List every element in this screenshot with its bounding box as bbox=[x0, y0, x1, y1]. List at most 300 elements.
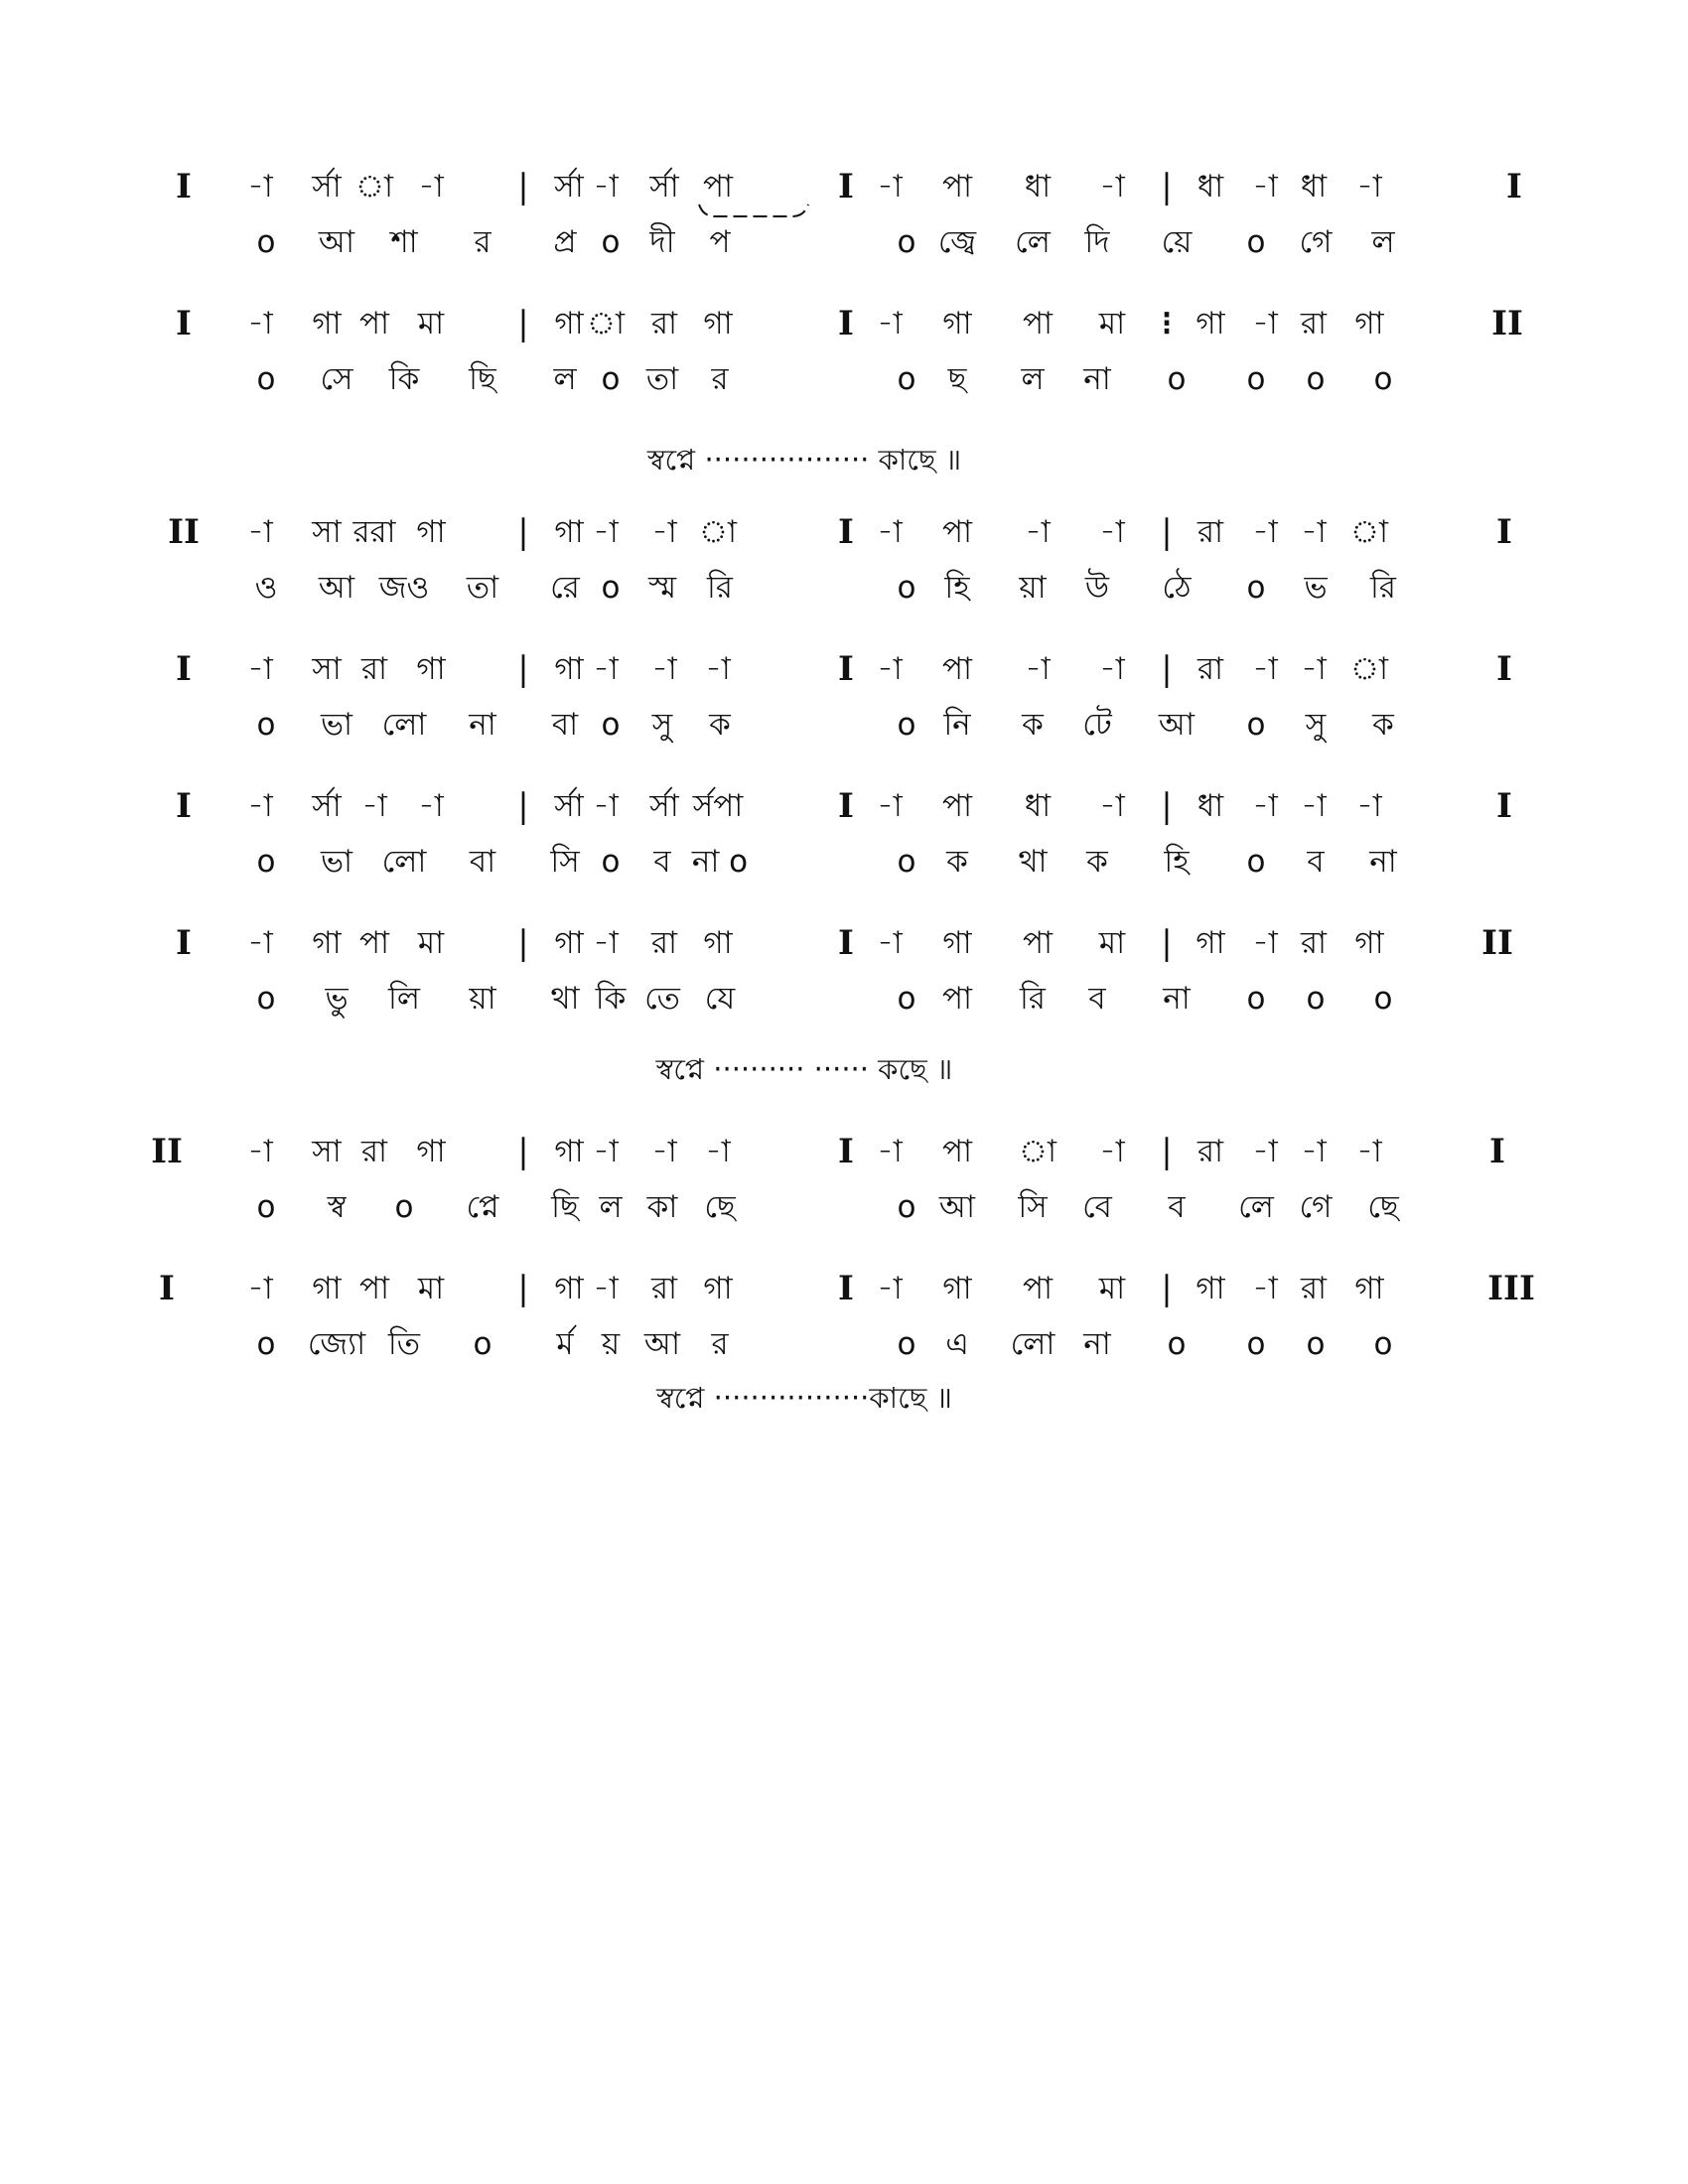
swara-note: র্সা bbox=[554, 788, 584, 824]
bar-divider: ⁝ bbox=[1161, 304, 1173, 343]
swara-note: মা bbox=[417, 1271, 445, 1306]
lyric-syllable: র bbox=[474, 224, 492, 260]
lyric-syllable: ঠে bbox=[1162, 570, 1192, 606]
swara-note: রা bbox=[650, 306, 678, 341]
bar-divider: I bbox=[838, 1132, 854, 1171]
lyric-syllable: লে bbox=[1015, 224, 1051, 260]
start-bar-mark: I bbox=[176, 304, 192, 343]
lyric-syllable: রি bbox=[1370, 570, 1396, 606]
swara-note: র্সা bbox=[649, 788, 679, 824]
lyric-syllable: লো bbox=[381, 844, 427, 880]
lyric-syllable: না bbox=[1163, 981, 1191, 1017]
swara-note: পা bbox=[358, 306, 390, 341]
swara-note: -া bbox=[1099, 514, 1125, 550]
swara-note: গা bbox=[1354, 306, 1384, 341]
lyric-syllable: o bbox=[897, 361, 916, 397]
lyric-row bbox=[0, 351, 1688, 407]
swara-note: গা bbox=[554, 1271, 584, 1306]
lyric-syllable: তি bbox=[387, 1326, 421, 1362]
lyric-syllable: র্ম bbox=[556, 1326, 574, 1362]
lyric-syllable: জ্বে bbox=[937, 224, 977, 260]
lyric-syllable: গে bbox=[1299, 1189, 1333, 1225]
swara-note: -া bbox=[1252, 1271, 1278, 1306]
notation-line-group bbox=[0, 504, 1688, 614]
lyric-syllable: ল bbox=[599, 1189, 623, 1225]
swara-row bbox=[0, 159, 1688, 214]
lyric-syllable: প্নে bbox=[466, 1189, 499, 1225]
lyric-syllable: য় bbox=[601, 1326, 621, 1362]
bar-divider: | bbox=[517, 786, 529, 826]
lyric-syllable: য়া bbox=[1019, 570, 1047, 606]
lyric-syllable: সি bbox=[550, 844, 580, 880]
swara-note: -া bbox=[247, 788, 273, 824]
swara-note: পা bbox=[941, 1134, 973, 1169]
swara-note: রা bbox=[1196, 1134, 1224, 1169]
lyric-syllable: যে bbox=[704, 981, 736, 1017]
lyric-syllable: না bbox=[469, 707, 496, 743]
lyric-syllable: শা bbox=[390, 224, 418, 260]
bar-divider: I bbox=[838, 1269, 854, 1308]
swara-note: -া bbox=[877, 788, 903, 824]
swara-note: রা bbox=[1196, 514, 1224, 550]
bar-divider: | bbox=[517, 512, 529, 552]
swara-note: -া bbox=[1301, 651, 1327, 687]
swara-note: গা bbox=[416, 514, 446, 550]
bar-divider: I bbox=[838, 512, 854, 552]
lyric-syllable: টে bbox=[1082, 707, 1112, 743]
lyric-syllable: ভা bbox=[320, 707, 353, 743]
lyric-syllable: ব bbox=[1307, 844, 1325, 880]
swara-note: -া bbox=[1025, 651, 1051, 687]
swara-note: -া bbox=[593, 651, 619, 687]
lyric-syllable: ছ bbox=[947, 361, 967, 397]
slur-mark bbox=[695, 203, 814, 226]
swara-note: -া bbox=[705, 1134, 731, 1169]
lyric-syllable: জও bbox=[378, 570, 430, 606]
lyric-syllable: ল bbox=[1021, 361, 1045, 397]
lyric-syllable: o bbox=[1306, 981, 1326, 1017]
swara-note: রা bbox=[650, 925, 678, 961]
lyric-syllable: o bbox=[1246, 981, 1266, 1017]
notation-line-group bbox=[0, 159, 1688, 268]
swara-note: গা bbox=[416, 651, 446, 687]
swara-note: র্সা bbox=[312, 169, 342, 205]
lyric-syllable: o bbox=[1373, 981, 1393, 1017]
lyric-syllable: র bbox=[711, 361, 729, 397]
swara-note: -া bbox=[1099, 651, 1125, 687]
lyric-syllable: ক bbox=[1372, 707, 1394, 743]
start-bar-mark: I bbox=[176, 649, 192, 689]
end-bar-mark: I bbox=[1489, 1132, 1505, 1171]
lyric-syllable: ছি bbox=[469, 361, 496, 397]
lyric-syllable: হি bbox=[944, 570, 970, 606]
lyric-syllable: তে bbox=[644, 981, 680, 1017]
swara-note: পা bbox=[941, 514, 973, 550]
bar-divider: | bbox=[1161, 786, 1173, 826]
swara-note: -া bbox=[593, 169, 619, 205]
lyric-syllable: ক bbox=[709, 707, 731, 743]
lyric-syllable: য়া bbox=[469, 981, 496, 1017]
lyric-syllable: ভা bbox=[320, 844, 353, 880]
swara-row bbox=[0, 778, 1688, 834]
swara-note: গা bbox=[312, 925, 342, 961]
swara-note: -া bbox=[1301, 514, 1327, 550]
lyric-syllable: ছি bbox=[551, 1189, 579, 1225]
lyric-syllable: o bbox=[601, 224, 621, 260]
swara-note: পা bbox=[358, 925, 390, 961]
bar-divider: I bbox=[838, 786, 854, 826]
notation-line-group bbox=[0, 641, 1688, 751]
swara-note: গা bbox=[942, 925, 972, 961]
lyric-row bbox=[0, 834, 1688, 889]
swara-note: গা bbox=[554, 925, 584, 961]
swara-note: -া bbox=[593, 1134, 619, 1169]
swara-note: গা bbox=[312, 1271, 342, 1306]
lyric-syllable: o bbox=[1167, 361, 1187, 397]
lyric-syllable: ব bbox=[653, 844, 671, 880]
lyric-syllable: ভু bbox=[325, 981, 349, 1017]
end-bar-mark: III bbox=[1487, 1269, 1535, 1308]
swara-note: সা bbox=[312, 1134, 342, 1169]
swara-note: া bbox=[698, 514, 738, 550]
lyric-syllable: আ bbox=[938, 1189, 976, 1225]
lyric-syllable: সে bbox=[320, 361, 353, 397]
swara-note: পা bbox=[358, 1271, 390, 1306]
swara-note: পা bbox=[702, 169, 734, 205]
lyric-syllable: ছে bbox=[704, 1189, 736, 1225]
swara-note: র্সপা bbox=[692, 788, 744, 824]
lyric-syllable: থা bbox=[1018, 844, 1048, 880]
end-bar-mark: I bbox=[1506, 167, 1522, 206]
lyric-syllable: o bbox=[256, 1326, 276, 1362]
swara-note: -া bbox=[651, 1134, 677, 1169]
swara-note: -া bbox=[651, 514, 677, 550]
swara-note: -া bbox=[593, 925, 619, 961]
lyric-row bbox=[0, 214, 1688, 270]
end-bar-mark: I bbox=[1496, 649, 1512, 689]
lyric-syllable: রি bbox=[707, 570, 733, 606]
lyric-row bbox=[0, 560, 1688, 615]
lyric-syllable: o bbox=[601, 707, 621, 743]
lyric-syllable: o bbox=[897, 570, 916, 606]
lyric-syllable: রি bbox=[1020, 981, 1046, 1017]
swara-note: রা bbox=[650, 1271, 678, 1306]
lyric-syllable: o bbox=[1306, 1326, 1326, 1362]
swara-note: মা bbox=[417, 306, 445, 341]
swara-note: -া bbox=[1356, 788, 1382, 824]
swara-note: র্সা bbox=[554, 169, 584, 205]
lyric-syllable: জ্যো bbox=[307, 1326, 366, 1362]
swara-note: র্সা bbox=[312, 788, 342, 824]
lyric-row bbox=[0, 1179, 1688, 1235]
swara-note: ধা bbox=[1024, 169, 1052, 205]
swara-note: রা bbox=[1300, 306, 1328, 341]
swara-note: ধা bbox=[1024, 788, 1052, 824]
swara-note: পা bbox=[941, 169, 973, 205]
swara-note: গা bbox=[554, 514, 584, 550]
swara-note: া bbox=[586, 306, 626, 341]
lyric-syllable: o bbox=[1246, 1326, 1266, 1362]
lyric-syllable: আ bbox=[318, 570, 355, 606]
lyric-syllable: কি bbox=[388, 361, 420, 397]
swara-note: -া bbox=[1301, 1134, 1327, 1169]
lyric-syllable: ল bbox=[553, 361, 577, 397]
lyric-syllable: o bbox=[256, 707, 276, 743]
lyric-syllable: o bbox=[601, 844, 621, 880]
swara-note: গা bbox=[1354, 925, 1384, 961]
swara-note: া bbox=[1018, 1134, 1057, 1169]
lyric-syllable: আ bbox=[643, 1326, 681, 1362]
bar-divider: | bbox=[517, 304, 529, 343]
lyric-syllable: o bbox=[256, 844, 276, 880]
swara-note: মা bbox=[1098, 1271, 1126, 1306]
swara-note: -া bbox=[593, 514, 619, 550]
swara-note: -া bbox=[361, 788, 387, 824]
swara-note: -া bbox=[247, 514, 273, 550]
swara-note: -া bbox=[705, 651, 731, 687]
lyric-syllable: o bbox=[897, 981, 916, 1017]
swara-note: -া bbox=[593, 1271, 619, 1306]
lyric-syllable: ক bbox=[1086, 844, 1108, 880]
swara-note: গা bbox=[1196, 925, 1225, 961]
swara-note: গা bbox=[1354, 1271, 1384, 1306]
bar-divider: I bbox=[838, 304, 854, 343]
swara-note: -া bbox=[1356, 1134, 1382, 1169]
refrain-line: স্বপ্নে ·················কাছে ॥ bbox=[656, 1381, 952, 1415]
lyric-syllable: o bbox=[1167, 1326, 1187, 1362]
lyric-syllable: o bbox=[897, 1189, 916, 1225]
lyric-syllable: বা bbox=[551, 707, 579, 743]
swara-row bbox=[0, 1124, 1688, 1179]
swara-note: রা bbox=[1196, 651, 1224, 687]
swara-note: -া bbox=[1252, 788, 1278, 824]
swara-note: ধা bbox=[1300, 169, 1328, 205]
lyric-syllable: সু bbox=[651, 707, 673, 743]
bar-divider: | bbox=[1161, 1269, 1173, 1308]
lyric-syllable: পা bbox=[941, 981, 973, 1017]
notation-line-group bbox=[0, 778, 1688, 887]
bar-divider: I bbox=[838, 923, 854, 963]
lyric-syllable: o bbox=[897, 1326, 916, 1362]
lyric-syllable: o bbox=[256, 981, 276, 1017]
lyric-row bbox=[0, 1316, 1688, 1372]
lyric-syllable: হি bbox=[1164, 844, 1190, 880]
lyric-syllable: না o bbox=[691, 844, 749, 880]
lyric-syllable: o bbox=[1373, 361, 1393, 397]
lyric-syllable: প্র bbox=[553, 224, 577, 260]
lyric-syllable: দী bbox=[649, 224, 675, 260]
swara-note: -া bbox=[1252, 306, 1278, 341]
lyric-syllable: o bbox=[256, 224, 276, 260]
lyric-syllable: o bbox=[1246, 361, 1266, 397]
lyric-syllable: থা bbox=[550, 981, 580, 1017]
lyric-syllable: ক bbox=[1022, 707, 1044, 743]
refrain-line: স্বপ্নে ·········· ······ কছে ॥ bbox=[655, 1052, 953, 1086]
lyric-syllable: o bbox=[1246, 844, 1266, 880]
swara-note: -া bbox=[1252, 514, 1278, 550]
swara-note: পা bbox=[1022, 1271, 1054, 1306]
bar-divider: | bbox=[1161, 512, 1173, 552]
swara-note: গা bbox=[1196, 306, 1225, 341]
swara-note: া bbox=[354, 169, 394, 205]
lyric-row bbox=[0, 697, 1688, 752]
swara-note: -া bbox=[1301, 788, 1327, 824]
swara-note: গা bbox=[1196, 1271, 1225, 1306]
lyric-syllable: ভ bbox=[1304, 570, 1328, 606]
start-bar-mark: I bbox=[159, 1269, 175, 1308]
swara-note: গা bbox=[554, 306, 584, 341]
swara-note: ধা bbox=[1196, 788, 1224, 824]
lyric-syllable: o bbox=[473, 1326, 492, 1362]
lyric-syllable: লি bbox=[388, 981, 420, 1017]
swara-note: গা bbox=[554, 1134, 584, 1169]
swara-note: গা bbox=[703, 306, 733, 341]
lyric-syllable: o bbox=[1246, 224, 1266, 260]
bar-divider: | bbox=[517, 1269, 529, 1308]
swara-note: -া bbox=[877, 169, 903, 205]
lyric-syllable: o bbox=[1306, 361, 1326, 397]
swara-note: সা bbox=[312, 514, 342, 550]
lyric-syllable: o bbox=[256, 361, 276, 397]
end-bar-mark: I bbox=[1496, 512, 1512, 552]
bar-divider: | bbox=[517, 1132, 529, 1171]
swara-note: া bbox=[1349, 514, 1389, 550]
lyric-syllable: উ bbox=[1084, 570, 1110, 606]
swara-note: র্সা bbox=[649, 169, 679, 205]
start-bar-mark: II bbox=[168, 512, 200, 552]
swara-note: া bbox=[1349, 651, 1389, 687]
swara-note: -া bbox=[877, 1271, 903, 1306]
lyric-syllable: না bbox=[1083, 1326, 1111, 1362]
lyric-syllable: ও bbox=[254, 570, 278, 606]
swara-note: গা bbox=[703, 1271, 733, 1306]
lyric-syllable: ল bbox=[1371, 224, 1395, 260]
swara-note: -া bbox=[1099, 788, 1125, 824]
bar-divider: | bbox=[1161, 1132, 1173, 1171]
notation-line-group bbox=[0, 296, 1688, 405]
lyric-syllable: তা bbox=[466, 570, 499, 606]
lyric-syllable: o bbox=[256, 1189, 276, 1225]
swara-note: -া bbox=[1252, 169, 1278, 205]
swara-note: রা bbox=[360, 651, 388, 687]
swara-note: -া bbox=[877, 306, 903, 341]
swara-note: মা bbox=[1098, 306, 1126, 341]
swara-note: রা bbox=[360, 1134, 388, 1169]
end-bar-mark: II bbox=[1491, 304, 1523, 343]
bar-divider: | bbox=[517, 923, 529, 963]
end-bar-mark: I bbox=[1496, 786, 1512, 826]
swara-note: -া bbox=[1252, 651, 1278, 687]
swara-note: -া bbox=[1025, 514, 1051, 550]
bar-divider: I bbox=[838, 167, 854, 206]
swara-row bbox=[0, 915, 1688, 971]
swara-note: -া bbox=[1099, 169, 1125, 205]
lyric-syllable: o bbox=[897, 844, 916, 880]
swara-note: -া bbox=[877, 1134, 903, 1169]
swara-note: -া bbox=[877, 651, 903, 687]
lyric-syllable: কা bbox=[646, 1189, 678, 1225]
lyric-syllable: না bbox=[1083, 361, 1111, 397]
swara-note: গা bbox=[942, 306, 972, 341]
swara-note: মা bbox=[1098, 925, 1126, 961]
lyric-syllable: সি bbox=[1018, 1189, 1048, 1225]
swara-note: গা bbox=[312, 306, 342, 341]
swara-note: রা bbox=[1300, 1271, 1328, 1306]
swara-row bbox=[0, 296, 1688, 351]
swara-note: -া bbox=[247, 169, 273, 205]
lyric-syllable: o bbox=[897, 224, 916, 260]
lyric-syllable: ছে bbox=[1367, 1189, 1399, 1225]
swara-note: -া bbox=[877, 514, 903, 550]
swara-note: পা bbox=[1022, 925, 1054, 961]
lyric-syllable: কি bbox=[595, 981, 627, 1017]
lyric-syllable: বা bbox=[469, 844, 496, 880]
swara-note: ররা bbox=[352, 514, 396, 550]
swara-note: -া bbox=[247, 651, 273, 687]
swara-row bbox=[0, 504, 1688, 560]
end-bar-mark: II bbox=[1481, 923, 1513, 963]
lyric-syllable: য়ে bbox=[1161, 224, 1193, 260]
start-bar-mark: I bbox=[176, 786, 192, 826]
swara-note: -া bbox=[418, 788, 444, 824]
lyric-syllable: o bbox=[601, 361, 621, 397]
lyric-row bbox=[0, 971, 1688, 1026]
lyric-syllable: o bbox=[1246, 570, 1266, 606]
bar-divider: | bbox=[517, 167, 529, 206]
bar-divider: | bbox=[1161, 649, 1173, 689]
lyric-syllable: র bbox=[711, 1326, 729, 1362]
start-bar-mark: I bbox=[176, 923, 192, 963]
swara-note: -া bbox=[1252, 1134, 1278, 1169]
swara-note: সা bbox=[312, 651, 342, 687]
notation-line-group bbox=[0, 1261, 1688, 1370]
swara-note: -া bbox=[1099, 1134, 1125, 1169]
bar-divider: I bbox=[838, 649, 854, 689]
swara-note: গা bbox=[942, 1271, 972, 1306]
lyric-syllable: লো bbox=[381, 707, 427, 743]
lyric-syllable: না bbox=[1369, 844, 1397, 880]
swara-note: -া bbox=[247, 925, 273, 961]
lyric-syllable: এ bbox=[945, 1326, 969, 1362]
swara-note: গা bbox=[554, 651, 584, 687]
swara-note: -া bbox=[593, 788, 619, 824]
lyric-syllable: লো bbox=[1010, 1326, 1055, 1362]
swara-note: -া bbox=[418, 169, 444, 205]
swara-note: -া bbox=[247, 1134, 273, 1169]
lyric-syllable: তা bbox=[645, 361, 679, 397]
swara-note: -া bbox=[247, 306, 273, 341]
lyric-syllable: নি bbox=[943, 707, 971, 743]
swara-note: পা bbox=[1022, 306, 1054, 341]
lyric-syllable: ব bbox=[1088, 981, 1106, 1017]
lyric-syllable: স্ম bbox=[647, 570, 677, 606]
lyric-syllable: প bbox=[709, 224, 731, 260]
swara-note: গা bbox=[703, 925, 733, 961]
swara-note: -া bbox=[651, 651, 677, 687]
swara-row bbox=[0, 1261, 1688, 1316]
lyric-syllable: লে bbox=[1238, 1189, 1274, 1225]
swara-note: পা bbox=[941, 788, 973, 824]
swara-note: গা bbox=[416, 1134, 446, 1169]
swara-note: -া bbox=[247, 1271, 273, 1306]
lyric-syllable: o bbox=[897, 707, 916, 743]
lyric-syllable: ক bbox=[946, 844, 968, 880]
lyric-syllable: o bbox=[1246, 707, 1266, 743]
lyric-syllable: গে bbox=[1299, 224, 1333, 260]
lyric-syllable: ব bbox=[1168, 1189, 1186, 1225]
start-bar-mark: II bbox=[151, 1132, 183, 1171]
lyric-syllable: রে bbox=[550, 570, 580, 606]
